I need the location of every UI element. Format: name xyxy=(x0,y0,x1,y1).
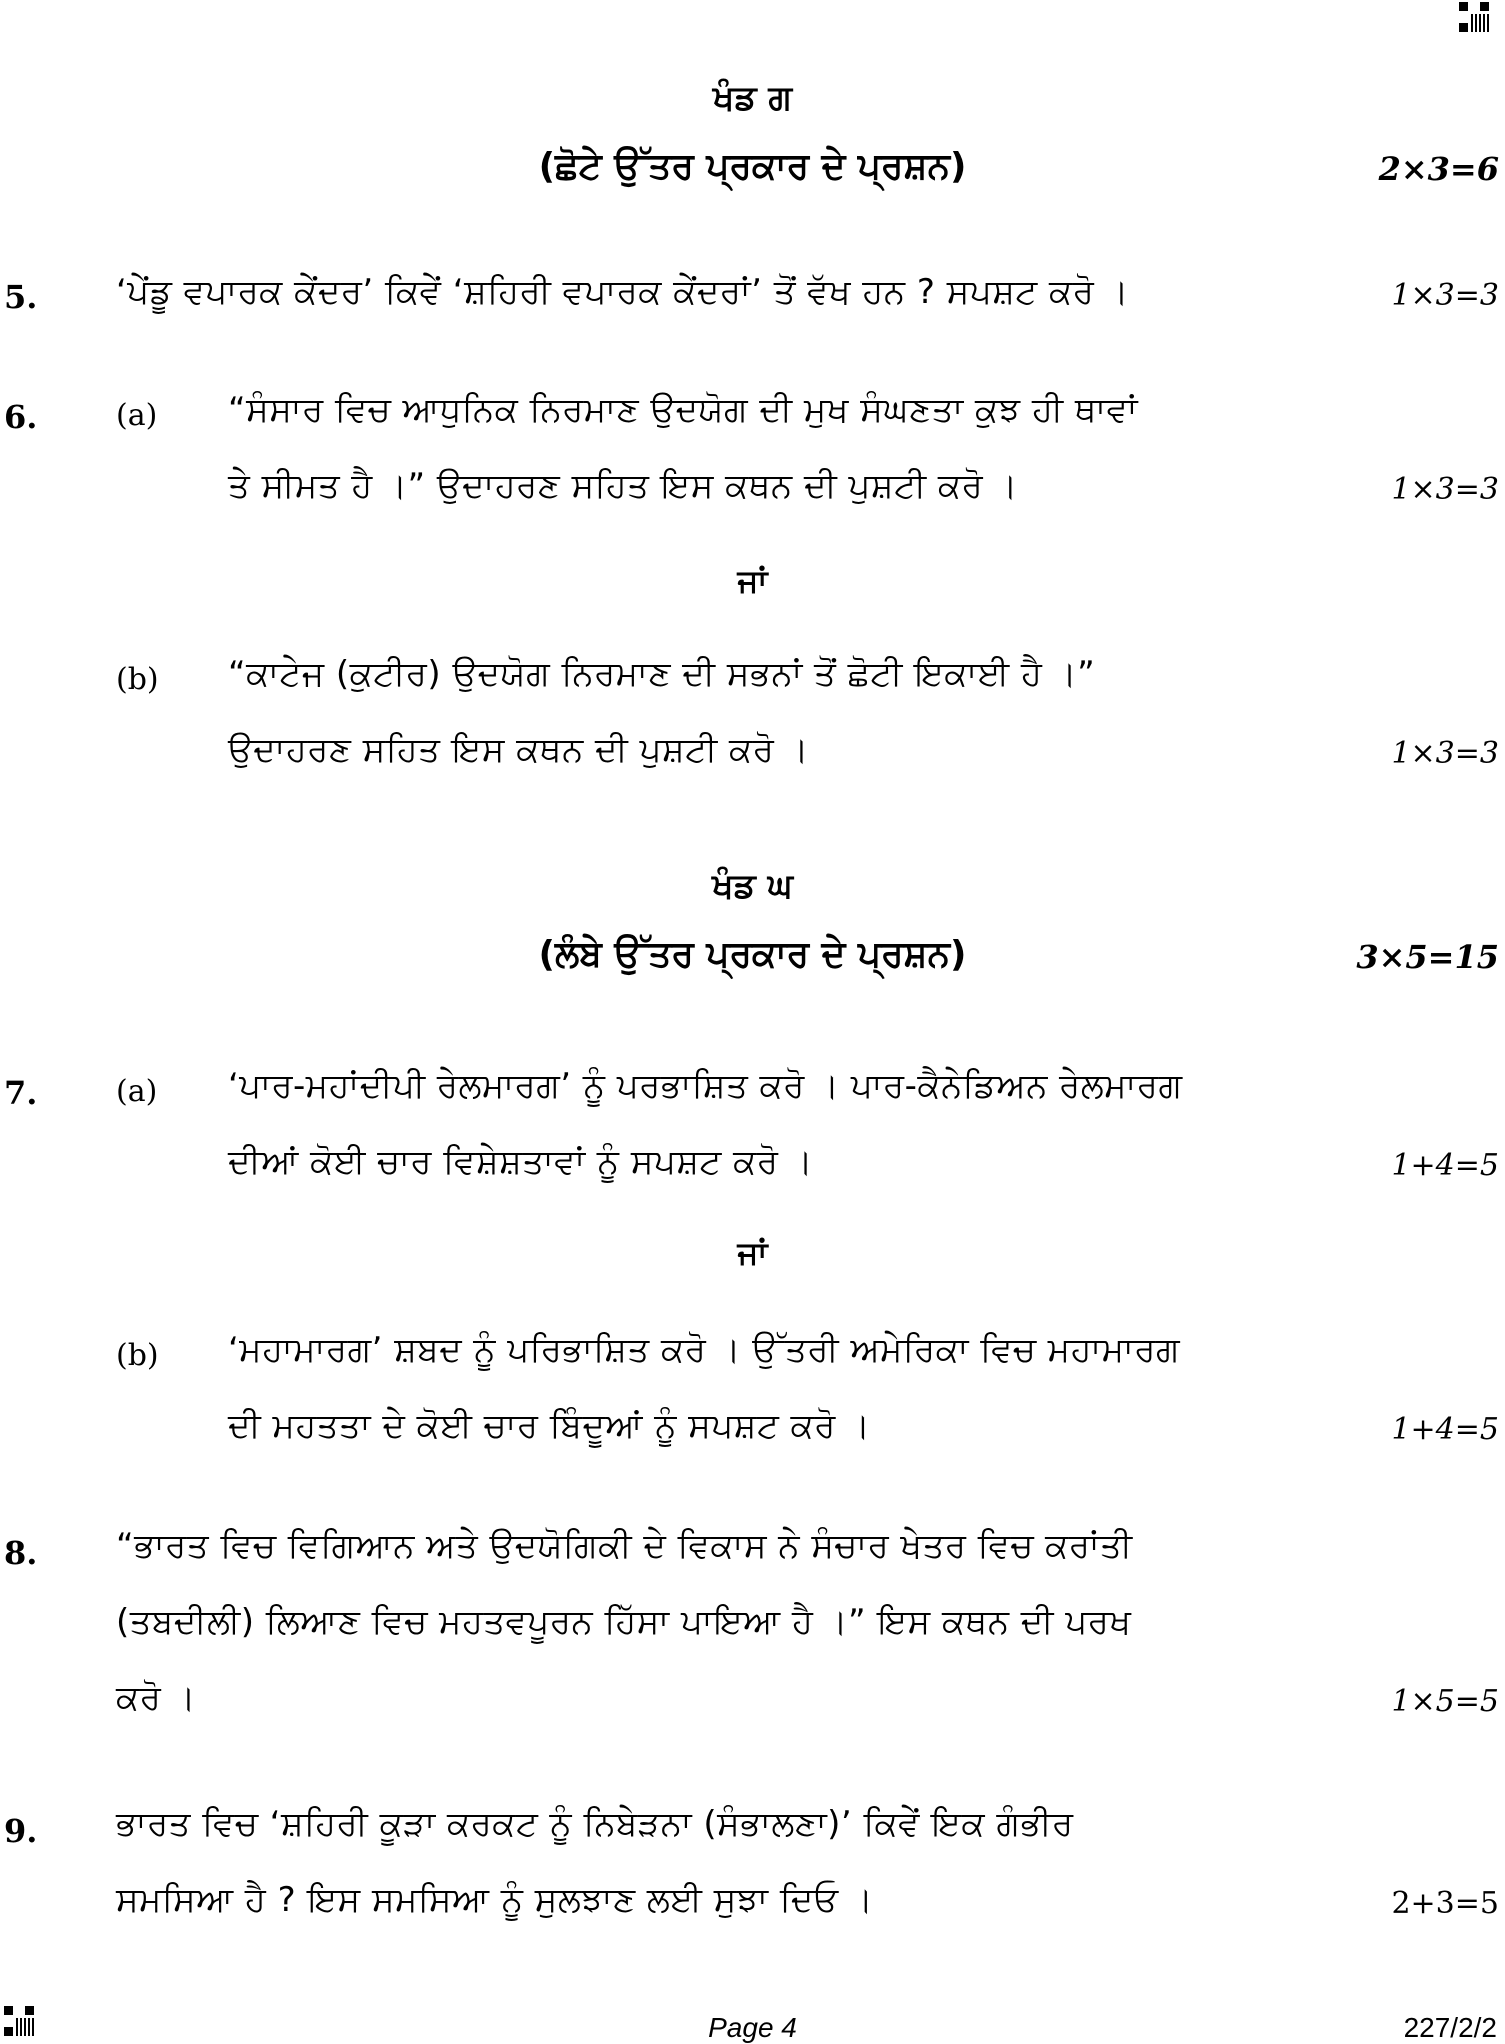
question-7b-line-1: ‘ਮਹਾਮਾਰਗ’ ਸ਼ਬਦ ਨੂੰ ਪਰਿਭਾਸ਼ਿਤ ਕਰੋ । ਉੱਤਰੀ ਅਮੇਰਿਕਾ ਵਿਚ ਮਹਾਮਾਰਗ xyxy=(228,1330,1181,1370)
question-6b-line-2: ਉਦਾਹਰਣ ਸਹਿਤ ਇਸ ਕਥਨ ਦੀ ਪੁਸ਼ਟੀ ਕਰੋ । xyxy=(228,730,809,770)
section-d-title: ਖੰਡ ਘ xyxy=(712,866,793,906)
question-7a-line-1: ‘ਪਾਰ-ਮਹਾਂਦੀਪੀ ਰੇਲਮਾਰਗ’ ਨੂੰ ਪਰਭਾਸ਼ਿਤ ਕਰੋ । ਪਾਰ-ਕੈਨੇਡਿਅਨ ਰੇਲਮਾਰਗ xyxy=(228,1066,1183,1106)
section-d-marks: 3×5=15 xyxy=(1356,938,1499,976)
question-6a-line-2: ਤੇ ਸੀਮਤ ਹੈ ।” ਉਦਾਹਰਣ ਸਹਿਤ ਇਸ ਕਥਨ ਦੀ ਪੁਸ਼ਟੀ ਕਰੋ । xyxy=(228,466,1018,506)
question-7a-marks: 1+4=5 xyxy=(1391,1148,1499,1183)
question-8-line-2: (ਤਬਦੀਲੀ) ਲਿਆਣ ਵਿਚ ਮਹਤਵਪੂਰਨ ਹਿੱਸਾ ਪਾਇਆ ਹੈ ।” ਇਸ ਕਥਨ ਦੀ ਪਰਖ xyxy=(116,1602,1132,1642)
page-number: Page 4 xyxy=(708,2012,797,2043)
paper-code: 227/2/2 xyxy=(1403,2012,1497,2043)
question-number-7: 7. xyxy=(4,1074,38,1112)
question-7a-line-2: ਦੀਆਂ ਕੋਈ ਚਾਰ ਵਿਸ਼ੇਸ਼ਤਾਵਾਂ ਨੂੰ ਸਪਸ਼ਟ ਕਰੋ । xyxy=(228,1142,814,1182)
question-number-8: 8. xyxy=(4,1534,38,1572)
question-9-line-2: ਸਮਸਿਆ ਹੈ ? ਇਸ ਸਮਸਿਆ ਨੂੰ ਸੁਲਝਾਣ ਲਈ ਸੁਝਾ ਦਿਓ । xyxy=(116,1880,874,1920)
question-7b-label: (b) xyxy=(116,1338,159,1373)
question-7b-line-2: ਦੀ ਮਹਤਤਾ ਦੇ ਕੋਈ ਚਾਰ ਬਿੰਦੂਆਂ ਨੂੰ ਸਪਸ਼ਟ ਕਰੋ । xyxy=(228,1406,871,1446)
question-number-9: 9. xyxy=(4,1812,38,1850)
or-separator-6: ਜਾਂ xyxy=(737,562,768,600)
question-6a-line-1: “ਸੰਸਾਰ ਵਿਚ ਆਧੁਨਿਕ ਨਿਰਮਾਣ ਉਦਯੋਗ ਦੀ ਮੁਖ ਸੰਘਣਤਾ ਕੁਝ ਹੀ ਥਾਵਾਂ xyxy=(228,390,1139,430)
question-number-5: 5. xyxy=(4,278,38,316)
question-5-marks: 1×3=3 xyxy=(1391,278,1499,313)
question-6b-marks: 1×3=3 xyxy=(1391,736,1499,771)
question-8-line-1: “ਭਾਰਤ ਵਿਚ ਵਿਗਿਆਨ ਅਤੇ ਉਦਯੋਗਿਕੀ ਦੇ ਵਿਕਾਸ ਨੇ ਸੰਚਾਰ ਖੇਤਰ ਵਿਚ ਕਰਾਂਤੀ xyxy=(116,1526,1133,1566)
question-9-line-1: ਭਾਰਤ ਵਿਚ ‘ਸ਼ਹਿਰੀ ਕੂੜਾ ਕਰਕਟ ਨੂੰ ਨਿਬੇੜਨਾ (ਸੰਭਾਲਣਾ)’ ਕਿਵੇਂ ਇਕ ਗੰਭੀਰ xyxy=(116,1804,1074,1844)
question-8-marks: 1×5=5 xyxy=(1391,1684,1499,1719)
question-6a-label: (a) xyxy=(116,398,158,433)
question-7b-marks: 1+4=5 xyxy=(1391,1412,1499,1447)
question-7a-label: (a) xyxy=(116,1074,158,1109)
question-6b-line-1: “ਕਾਟੇਜ (ਕੁਟੀਰ) ਉਦਯੋਗ ਨਿਰਮਾਣ ਦੀ ਸਭਨਾਂ ਤੋਂ ਛੋਟੀ ਇਕਾਈ ਹੈ ।” xyxy=(228,654,1096,694)
question-8-line-3: ਕਰੋ । xyxy=(116,1678,196,1718)
question-6b-label: (b) xyxy=(116,662,159,697)
or-separator-7: ਜਾਂ xyxy=(737,1234,768,1272)
section-c-marks: 2×3=6 xyxy=(1378,150,1499,188)
question-5-line-1: ‘ਪੇਂਡੂ ਵਪਾਰਕ ਕੇਂਦਰ’ ਕਿਵੇਂ ‘ਸ਼ਹਿਰੀ ਵਪਾਰਕ ਕੇਂਦਰਾਂ’ ਤੋਂ ਵੱਖ ਹਨ ? ਸਪਸ਼ਟ ਕਰੋ । xyxy=(116,272,1130,312)
section-d-subtitle: (ਲੰਬੇ ਉੱਤਰ ਪ੍ਰਕਾਰ ਦੇ ਪ੍ਰਸ਼ਨ) xyxy=(538,934,967,975)
qr-code-icon-top xyxy=(1459,2,1489,32)
question-6a-marks: 1×3=3 xyxy=(1391,472,1499,507)
question-9-marks: 2+3=5 xyxy=(1391,1886,1499,1921)
section-c-subtitle: (ਛੋਟੇ ਉੱਤਰ ਪ੍ਰਕਾਰ ਦੇ ਪ੍ਰਸ਼ਨ) xyxy=(538,146,967,187)
section-c-title: ਖੰਡ ਗ xyxy=(712,78,793,118)
question-number-6: 6. xyxy=(4,398,38,436)
